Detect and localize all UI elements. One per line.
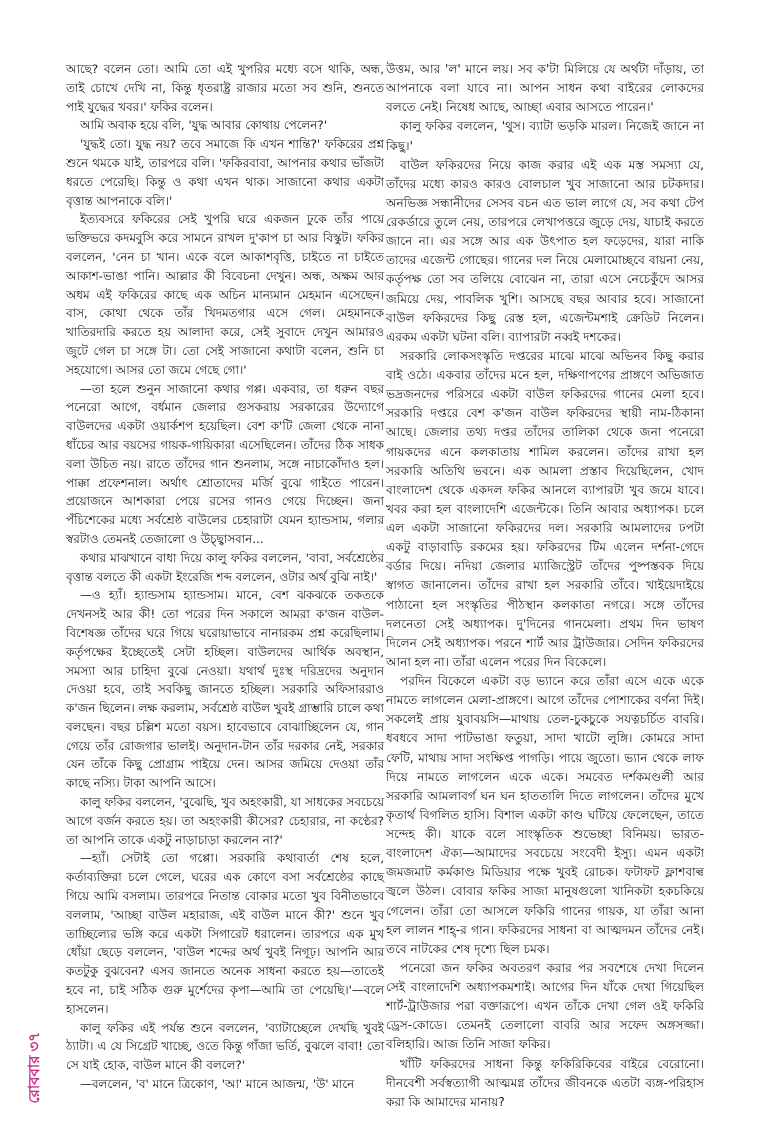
paragraph: 'যুদ্ধই তো। যুদ্ধ নয়? তবে সমাজে কি এখন শান্তি?' ফকিরের প্রশ্ন শুনে থমকে যাই, তারপরে বলি। 'ফকিরবাবা, আপনার কথার ভাঁজটা ধরতে পেরেছি। কিন্তু ও কথা এখন থাক। সাজানো কথার একটা বৃত্তান্ত আপনাকে বলি।': [66, 137, 384, 208]
paragraph: খাঁটি ফকিরদের সাধনা কিন্তু ফকিরিকিবের বাইরে বেরোনো। দীনবেশী সর্বস্বত্যাগী আত্মমগ্ন তাঁদের জীবনকে এতটা ব্যঙ্গ-পরিহাস করা কি আমাদের মানায়?: [386, 1056, 704, 1109]
magazine-margin-label: [22, 1032, 46, 1122]
paragraph: উত্তম, আর 'ল' মানে লয়। সব ক'টা মিলিয়ে যে অর্থটা দাঁড়ায়, তা আপনাকে বলা যাবে না। আপন সাধন কথা বাইরের লোকদের বলতে নেই। নিষেধ আছে, আচ্ছা এবার আসতে পারেন।': [386, 62, 704, 115]
paragraph: সরকারি লোকসংস্কৃতি দপ্তরের মাঝে মাঝে অভিনব কিছু করার বাই ওঠে। একবার তাঁদের মনে হল, দক্ষিণাপণের প্রাঙ্গণে অভিজাত ভদ্রজনদের পরিসরে একটা বাউল ফকিরদের গানের মেলা হবে। সরকারি দপ্তরে বেশ ক'জন বাউল ফকিরদের স্থায়ী নাম-ঠিকানা আছে। জেলার তথ্য দপ্তর তাঁদের তালিকা থেকে জনা পনেরো গায়কদের এনে কলকাতায় শামিল করলেন। তাঁদের রাখা হল সরকারি অতিথি ভবনে। এক আমলা প্রস্তাব দিয়েছিলেন, খোদ বাংলাদেশ থেকে একদল ফকির আনলে ব্যাপারটা খুব জমে যাবে। খবর করা হল বাংলাদেশি এজেন্টকে। তিনি আবার অধ্যাপক। চলে এল একটা সাজানো ফকিরদের দল। সরকারি আমলাদের ঢপটা একটু বাড়াবাড়ি রকমের হয়। ফকিরদের টিম এলেন দর্শনা-গেদে বর্ডার দিয়ে। নদিয়া জেলার ম্যাজিস্ট্রেট তাঁদের পুষ্পস্তবক দিয়ে স্বাগত জানালেন। তাঁদের রাখা হল সরকারি তাঁবে। খাইয়েদাইয়ে পাঠানো হল সংস্কৃতির পীঠস্থান কলকাতা নগরে। সঙ্গে তাঁদের দলনেতা সেই অধ্যাপক। দু'দিনের গানমেলা। প্রথম দিন ভাষণ দিলেন সেই অধ্যাপক। পরনে শার্ট আর ট্রাউজার। সেদিন ফকিরদের আনা হল না। তাঁরা এলেন পরের দিন বিকেলে।: [386, 348, 704, 669]
paragraph: —ও হ্যাঁ। হ্যান্ডসাম হ্যান্ডসাম। মানে, বেশ ঝকঝকে তকতকে দেখনসই আর কী! তো পরের দিন সকালে আমরা ক'জন বাউল-বিশেষজ্ঞ তাঁদের ঘরে গিয়ে ঘরোয়াভাবে নানারকম প্রশ্ন করেছিলাম। কর্তৃপক্ষের ইচ্ছেতেই সেটা হচ্ছিল। বাউলদের আর্থিক অবস্থান, সমস্যা আর চাহিদা বুঝে নেওয়া। যথার্থ দুঃস্থ দরিদ্রদের অনুদান দেওয়া হবে, তাই সবকিছু জানতে হচ্ছিল। সরকারি অফিসাররাও ক'জন ছিলেন। লক্ষ করলাম, সর্বশ্রেষ্ঠ বাউল খুবই গ্রাম্ভারি চালে কথা বলছেন। বছর চল্লিশ মতো বয়স। হাবেভাবে বোঝাচ্ছিলেন যে, গান গেয়ে তাঁর রোজগার ভালই। অনুদান-টান তাঁর দরকার নেই, সরকার যেন তাঁকে কিছু প্রোগ্রাম পাইয়ে দেন। আসর জমিয়ে দেওয়া তাঁর কাছে নস্যি। টাকা আপনি আসে।: [66, 588, 384, 791]
paragraph: কালু ফকির এই পর্যন্ত শুনে বললেন, 'ব্যাটাচ্ছেলে দেখছি খুবই ঠ্যাটা। এ যে সিগ্রেট খাচ্ছে, ওতে কিন্তু গাঁজা ভর্তি, বুঝলে বাবা! তো সে যাই হোক, বাউল মানে কী বললে?': [66, 1020, 384, 1073]
paragraph: ইত্যবসরে ফকিরের সেই খুপরি ঘরে একজন ঢুকে তাঁর পায়ে ভক্তিভরে কদমবুসি করে সামনে রাখল দু'কাপ চা আর বিস্কুট। ফকির বললেন, 'নেন চা খান। একে বলে আকাশবৃত্তি, চাইতে না চাইতে আকাশ-ভাঙা পানি। আল্লার কী বিবেচনা দেখুন। অন্ধ, অক্ষম আর অধম এই ফকিরের কাছে এক অচিন মান্যমান মেহমান এসেছেন। বাস, কোথা থেকে তাঁর খিদমতগার এসে গেল। মেহমানকে খাতিরদারি করতে হয় আলাদা করে, সেই সুবাদে দেখুন আমারও জুটে গেল চা সঙ্গে টা। তো সেই সাজানো কথাটা বলেন, শুনি চা সহযোগে। আসর তো জমে গেছে গো।': [66, 212, 384, 377]
right-text-column: [386, 60, 704, 1112]
paragraph: কালু ফকির বললেন, 'থুস। ব্যাটা ভড়কি মারল। নিজেই জানে না কিছু।': [386, 119, 704, 153]
page-number: ৩৭: [25, 1032, 43, 1052]
paragraph: আছে? বলেন তো। আমি তো এই খুপরির মধ্যে বসে থাকি, অন্ধ, তাই চোখে দেখি না, কিন্তু ধৃতরাষ্ট্র রাজার মতো সব শুনি, শুনতে পাই যুদ্ধের খবর।' ফকির বলেন।: [66, 62, 384, 114]
paragraph: —হ্যাঁ। সেটাই তো গপ্পো। সরকারি কথাবার্তা শেষ হলে, কর্তাব্যক্তিরা চলে গেলে, ঘরের এক কোণে বসা সর্বশ্রেষ্ঠের কাছে গিয়ে আমি বসলাম। তারপরে নিতান্ত বোকার মতো খুব বিনীতভাবে বললাম, 'আচ্ছা বাউল মহারাজ, এই বাউল মানে কী?' শুনে খুব তাচ্ছিল্যের ভঙ্গি করে একটা সিগারেট ধরালেন। তারপরে এক মুখ ধোঁয়া ছেড়ে বললেন, 'বাউল শব্দের অর্থ খুবই নিগূঢ়। আপনি আর কতটুকু বুঝবেন? এসব জানতে অনেক সাধনা করতে হয়—তাতেই হবে না, চাই সঠিক গুরু মুর্শেদের কৃপা—আমি তা পেয়েছি।'—বলে হাসলেন।: [66, 851, 384, 1016]
paragraph: বাউল ফকিরদের নিয়ে কাজ করার এই এক মস্ত সমস্যা যে, তাঁদের মধ্যে কারও কারও বোলচাল খুব সাজানো আর চটকদার। অনভিজ্ঞ সন্ধানীদের সেসব বচন এত ভাল লাগে যে, সব কথা টেপ রেকর্ডারে তুলে নেয়, তারপরে লেখাপত্তরে জুড়ে দেয়, যাচাই করতে জানে না। এর সঙ্গে আর এক উৎপাত হল ফড়েদের, যারা নাকি তাদের এজেন্ট গোছের। গানের দল নিয়ে মেলামোচ্ছবে বায়না নেয়, কর্তৃপক্ষ তো সব তলিয়ে বোঝেন না, তারা এসে নেচেকুঁদে আসর জমিয়ে দেয়, পাবলিক খুশি। আসছে বছর আবার হবে। সাজানো বাউল ফকিরদের কিছু রেস্ত হল, এজেন্টমশাই ক্রেডিট নিলেন। এরকম একটা ঘটনা বলি। ব্যাপারটা নব্বই দশকের।: [386, 157, 704, 344]
paragraph: —বললেন, 'ব' মানে ত্রিকোণ, 'আ' মানে আজন্ম, 'উ' মানে: [80, 1077, 355, 1092]
paragraph: আমি অবাক হয়ে বলি, 'যুদ্ধ আবার কোথায় পেলেন?': [80, 118, 327, 133]
paragraph: —তা হলে শুনুন সাজানো কথার গপ্প। একবার, তা ধরুন বছর পনেরো আগে, বর্ধমান জেলার গুসকরায় সরকারের উদ্যোগে বাউলদের একটা ওয়ার্কশপ হয়েছিল। বেশ ক'টি জেলা থেকে নানা ধাঁচের আর বয়সের গায়ক-গায়িকারা এসেছিলেন। তাঁদের ঠিক সাধক বলা উচিত নয়। রাতে তাঁদের গান শুনলাম, সঙ্গে নাচাকোঁদাও হল। পাক্কা প্রফেশনাল। অর্থাৎ শ্রোতাদের মর্জি বুঝে গাইতে পারেন। প্রয়োজনে আশকারা পেয়ে রসের গানও গেয়ে দিচ্ছেন। জনা পঁচিশেকের মধ্যে সর্বশ্রেষ্ঠ বাউলের চেহারাটা যেমন হ্যান্ডসাম, গলার স্বরটাও তেমনই তেজালো ও উচ্ছ্বাসবান...: [66, 381, 384, 546]
paragraph: কথার মাঝখানে বাধা দিয়ে কালু ফকির বললেন, 'বাবা, সর্বশ্রেষ্ঠের বৃত্তান্ত বলতে কী একটা ইংরেজি শব্দ বললেন, ওটার অর্থ বুঝি নাই।': [66, 550, 384, 584]
paragraph: পরদিন বিকেলে একটা বড় ভ্যানে করে তাঁরা এসে একে একে নামতে লাগলেন মেলা-প্রাঙ্গণে। আগে তাঁদের পোশাকের বর্ণনা দিই। সকলেই প্রায় যুবাবয়সি—মাথায় তেল-চুকচুকে সযত্নচর্চিত বাবরি। ধবধবে সাদা পাটভাঙা ফতুয়া, সাদা খাটো লুঙ্গি। কোমরে সাদা ফেটি, মাথায় সাদা সংক্ষিপ্ত পাগড়ি। পায়ে জুতো। ভ্যান থেকে লাফ দিয়ে নামতে লাগলেন একে একে। সমবেত দর্শকমণ্ডলী আর সরকারি আমলাবর্গ ঘন ঘন হাততালি দিতে লাগলেন। তাঁদের মুখে কৃতার্থ বিগলিত হাসি। বিশাল একটা কাণ্ড ঘটিয়ে ফেলেছেন, তাতে সন্দেহ কী। যাকে বলে সাংস্কৃতিক শুভেচ্ছা বিনিময়। ভারত-বাংলাদেশ ঐক্য—আমাদের সবচেয়ে সংবেদী ইস্যু। এমন একটা জমজমাট কর্মকাণ্ড মিডিয়ার পক্ষে খুবই রোচক। ফটাফট ফ্লাশবাল্ব জ্বলে উঠল। বোবার ফকির সাজা মানুষগুলো খানিকটা হকচকিয়ে গেলেন। তাঁরা তো আসলে ফকিরি গানের গায়ক, যা তাঁরা আনা হল লালন শাহ্-র গান। ফকিরদের সাধনা বা আত্মদমন তাঁদের নেই। তবে নাটকের শেষ দৃশ্যে ছিল চমক।: [386, 674, 704, 956]
paragraph: কালু ফকির বললেন, 'বুঝেছি, খুব অহংকারী, যা সাধকের সবচেয়ে আগে বর্জন করতে হয়। তা অহংকারী কীসের? চেহারার, না কণ্ঠের? তা আপনি তাকে একটু নাড়াচাড়া করলেন না?': [66, 795, 384, 847]
magazine-name: রোববার: [25, 1055, 43, 1104]
left-text-column: [66, 60, 384, 1094]
paragraph: পনেরো জন ফকির অবতরণ করার পর সবশেষে দেখা দিলেন সেই বাংলাদেশি অধ্যাপকমশাই। আগের দিন যাঁকে দেখা গিয়েছিল শার্ট-ট্রাউজার পরা বক্তারূপে। এখন তাঁকে দেখা গেল ওই ফকিরি ড্রেস-কোডে। তেমনই তেলালো বাবরি আর সফেদ অঙ্গসজ্জা। বলিহারি। আজ তিনি সাজা ফকির।: [386, 960, 704, 1052]
